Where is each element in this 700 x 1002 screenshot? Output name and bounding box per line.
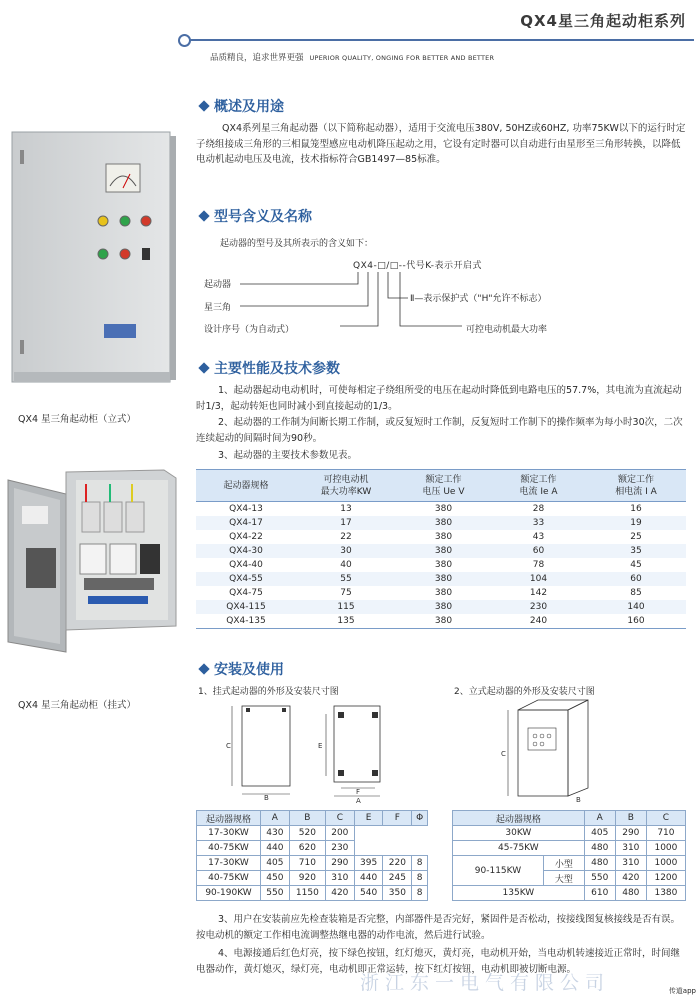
table-cell: 30: [296, 544, 396, 558]
table-cell: 380: [396, 600, 491, 614]
table-cell: 310: [615, 856, 646, 871]
table-cell: 380: [396, 614, 491, 629]
table-cell: [354, 841, 383, 856]
dim-label-f: F: [356, 788, 361, 796]
install-fig2-caption: 2、立式起动器的外形及安装尺寸图: [454, 687, 595, 697]
table-cell: 55: [296, 572, 396, 586]
table-cell: 17-30KW: [197, 856, 261, 871]
table-cell: [354, 826, 383, 841]
table-cell: 380: [396, 586, 491, 600]
table-row: [196, 614, 686, 629]
table-cell: QX4-22: [196, 530, 296, 544]
table-cell: 142: [491, 586, 586, 600]
table-row: [196, 572, 686, 586]
table-cell: 230: [491, 600, 586, 614]
spec-header-cell: 额定工作 电压 Ue V: [396, 470, 491, 502]
table-cell: 78: [491, 558, 586, 572]
specs-p2: 2、起动器的工作制为间断长期工作制，或反复短时工作制，反复短时工作制下的操作频率为每小时30次，二次连续起动的间隔时间为90秒。: [196, 417, 683, 444]
spec-header-cell: 起动器规格: [196, 470, 296, 502]
table-cell: 90-115KW: [453, 856, 544, 886]
table-row: [453, 886, 686, 901]
table-cell: 160: [586, 614, 686, 629]
table-row: [196, 600, 686, 614]
table-cell: 16: [586, 502, 686, 517]
table-cell: 60: [491, 544, 586, 558]
spec-header-cell: 额定工作 电流 Ie A: [491, 470, 586, 502]
table-cell: F: [383, 811, 412, 826]
table-cell: 420: [615, 871, 646, 886]
table-cell: 550: [584, 871, 615, 886]
spec-header-cell: 可控电动机 最大功率KW: [296, 470, 396, 502]
table-row: [196, 586, 686, 600]
table-cell: 380: [396, 558, 491, 572]
section-install-title: 安装及使用: [200, 659, 284, 679]
company-watermark: 浙江东一电气有限公司: [360, 972, 611, 994]
table-cell: QX4-40: [196, 558, 296, 572]
table-cell: 小型: [543, 856, 584, 871]
table-cell: 380: [396, 572, 491, 586]
table-row: [197, 811, 428, 826]
table-cell: 8: [412, 886, 428, 901]
table-cell: 8: [412, 856, 428, 871]
table-cell: 43: [491, 530, 586, 544]
table-cell: B: [289, 811, 325, 826]
table-cell: Φ: [412, 811, 428, 826]
table-cell: 610: [584, 886, 615, 901]
slogan: [210, 51, 494, 63]
table-cell: QX4-135: [196, 614, 296, 629]
table-cell: 25: [586, 530, 686, 544]
table-cell: 480: [584, 841, 615, 856]
table-row: [197, 826, 428, 841]
table-cell: 19: [586, 516, 686, 530]
dim-label-a: A: [356, 797, 361, 804]
table-cell: 90-190KW: [197, 886, 261, 901]
hanging-back-drawing: [316, 700, 390, 804]
table-row: [453, 856, 686, 871]
table-row: [196, 544, 686, 558]
table-cell: QX4-17: [196, 516, 296, 530]
table-cell: QX4-55: [196, 572, 296, 586]
hanging-cabinet-caption: QX4 星三角起动柜（挂式）: [18, 700, 137, 711]
diamond-icon: [198, 362, 209, 373]
model-label-design: 设计序号（为自动式）: [204, 325, 295, 335]
table-cell: 起动器规格: [197, 811, 261, 826]
table-cell: C: [646, 811, 685, 826]
table-row: [196, 558, 686, 572]
diamond-icon: [198, 210, 209, 221]
table-cell: 540: [354, 886, 383, 901]
source-tag: 传道app: [668, 987, 696, 995]
dim-label-c2: C: [501, 750, 506, 758]
table-cell: 135: [296, 614, 396, 629]
specs-p1: 1、起动器起动电动机时，可使每相定子绕组所受的电压在起动时降低到电路电压的57.7%，其电流为直流起动时1/3，起动转矩也同时减小到直接起动的1/3。: [196, 385, 682, 412]
table-cell: 135KW: [453, 886, 585, 901]
table-cell: 28: [491, 502, 586, 517]
table-cell: 230: [325, 841, 354, 856]
table-cell: 520: [289, 826, 325, 841]
table-row: [197, 871, 428, 886]
table-row: [453, 826, 686, 841]
table-cell: 420: [325, 886, 354, 901]
table-cell: 8: [412, 871, 428, 886]
table-cell: 220: [383, 856, 412, 871]
install-fig1-caption: 1、挂式起动器的外形及安装尺寸图: [198, 687, 339, 697]
standing-dimension-table: [452, 810, 686, 901]
table-cell: 395: [354, 856, 383, 871]
table-cell: 1000: [646, 856, 685, 871]
standing-cabinet-photo: [6, 130, 178, 390]
table-cell: 710: [646, 826, 685, 841]
hanging-cabinet-photo: [4, 466, 182, 658]
table-cell: 140: [586, 600, 686, 614]
table-cell: 45: [586, 558, 686, 572]
table-cell: C: [325, 811, 354, 826]
table-cell: 405: [261, 856, 290, 871]
model-label-starter: 起动器: [204, 280, 232, 290]
table-cell: 1000: [646, 841, 685, 856]
table-cell: 17-30KW: [197, 826, 261, 841]
table-cell: E: [354, 811, 383, 826]
table-cell: [383, 841, 412, 856]
slogan-cn: 品质精良，追求世界更强: [210, 53, 304, 63]
table-cell: 60: [586, 572, 686, 586]
table-cell: 115: [296, 600, 396, 614]
table-cell: 85: [586, 586, 686, 600]
diamond-icon: [198, 663, 209, 674]
dim-label-c: C: [226, 742, 231, 750]
table-cell: 大型: [543, 871, 584, 886]
table-cell: 480: [615, 886, 646, 901]
dim-label-b: B: [264, 794, 269, 800]
table-cell: QX4-75: [196, 586, 296, 600]
section-specs-title: 主要性能及技术参数: [200, 358, 340, 378]
table-cell: 45-75KW: [453, 841, 585, 856]
table-cell: 290: [325, 856, 354, 871]
title-rule-circle: [178, 34, 191, 47]
table-cell: 200: [325, 826, 354, 841]
table-cell: 1200: [646, 871, 685, 886]
table-cell: 310: [615, 841, 646, 856]
table-cell: 620: [289, 841, 325, 856]
table-cell: 13: [296, 502, 396, 517]
model-label-protection: Ⅱ—表示保护式（"H"允许不标志）: [410, 294, 547, 304]
table-cell: 550: [261, 886, 290, 901]
standing-drawing: [490, 698, 600, 802]
model-code-diagram: [240, 268, 480, 330]
hanging-front-drawing: [220, 700, 300, 800]
table-row: [197, 856, 428, 871]
table-row: [197, 886, 428, 901]
table-cell: QX4-13: [196, 502, 296, 517]
table-cell: 240: [491, 614, 586, 629]
slogan-en: UPERIOR QUALITY, ONGING FOR BETTER AND BETTER: [309, 54, 495, 62]
table-cell: 40: [296, 558, 396, 572]
dim-label-e: E: [318, 742, 323, 750]
table-cell: 75: [296, 586, 396, 600]
overview-text: QX4系列星三角起动器（以下简称起动器），适用于交流电压380V, 50HZ或60HZ, 功率75KW以下的运行时定子绕组接成三角形的三相鼠笼型感应电动机降压起动之用，它设有定时器可以自动进行由星形至三角形转换，以降低电动机起动电压及电流，技术指标符合GB1497—85标准。: [196, 123, 686, 165]
spec-table-header: [196, 470, 686, 502]
table-cell: 430: [261, 826, 290, 841]
table-cell: 104: [491, 572, 586, 586]
table-cell: B: [615, 811, 646, 826]
table-cell: 1380: [646, 886, 685, 901]
table-cell: 17: [296, 516, 396, 530]
table-cell: 起动器规格: [453, 811, 585, 826]
table-cell: 405: [584, 826, 615, 841]
hanging-dimension-table: [196, 810, 428, 901]
table-row: [453, 811, 686, 826]
dim-label-b2: B: [576, 796, 581, 802]
section-model-title: 型号含义及名称: [200, 206, 312, 226]
table-row: [196, 516, 686, 530]
table-cell: 35: [586, 544, 686, 558]
table-cell: 310: [325, 871, 354, 886]
table-cell: 480: [584, 856, 615, 871]
table-row: [197, 841, 428, 856]
table-cell: [412, 826, 428, 841]
table-cell: 350: [383, 886, 412, 901]
table-cell: 33: [491, 516, 586, 530]
section-overview-title: 概述及用途: [200, 96, 284, 116]
table-cell: A: [584, 811, 615, 826]
spec-table: [196, 469, 686, 629]
table-cell: 440: [261, 841, 290, 856]
table-cell: [412, 841, 428, 856]
title-rule: [186, 39, 694, 41]
table-row: [453, 841, 686, 856]
table-row: [196, 530, 686, 544]
install-p3: 3、用户在安装前应先检查装箱是否完整，内部器件是否完好，紧固件是否松动，按接线图复核接线是否有误。按电动机的额定工作相电流调整热继电器的动作电流，然后进行试验。: [196, 914, 681, 941]
table-cell: 22: [296, 530, 396, 544]
table-cell: 710: [289, 856, 325, 871]
table-cell: 920: [289, 871, 325, 886]
table-cell: QX4-115: [196, 600, 296, 614]
diamond-icon: [198, 100, 209, 111]
table-cell: 245: [383, 871, 412, 886]
model-code: QX4-□/□--代号K-表示开启式: [353, 261, 482, 271]
table-cell: A: [261, 811, 290, 826]
table-cell: 380: [396, 502, 491, 517]
table-cell: 380: [396, 516, 491, 530]
table-cell: 380: [396, 530, 491, 544]
table-cell: 1150: [289, 886, 325, 901]
table-cell: 290: [615, 826, 646, 841]
standing-cabinet-caption: QX4 星三角起动柜（立式）: [18, 414, 137, 425]
spec-header-cell: 额定工作 相电流 I A: [586, 470, 686, 502]
table-cell: 440: [354, 871, 383, 886]
install-p4: 4、电源接通后红色灯亮，按下绿色按钮，红灯熄灭，黄灯亮，电动机开始，当电动机转速接近正常时，时间继电器动作，黄灯熄灭，绿灯亮，电动机即正常运转，按下红灯按钮，电动机即被切断电源。: [196, 948, 681, 975]
model-label-power: 可控电动机最大功率: [466, 325, 548, 335]
table-cell: [383, 826, 412, 841]
specs-p3: 3、起动器的主要技术参数见表。: [218, 450, 358, 461]
table-cell: 40-75KW: [197, 871, 261, 886]
table-cell: 40-75KW: [197, 841, 261, 856]
table-cell: 450: [261, 871, 290, 886]
table-row: [196, 502, 686, 517]
model-label-star-delta: 星三角: [204, 303, 232, 313]
table-cell: 30KW: [453, 826, 585, 841]
model-intro: 起动器的型号及其所表示的含义如下：: [220, 239, 374, 249]
page-title: QX4星三角起动柜系列: [520, 12, 686, 30]
table-cell: QX4-30: [196, 544, 296, 558]
table-cell: 380: [396, 544, 491, 558]
